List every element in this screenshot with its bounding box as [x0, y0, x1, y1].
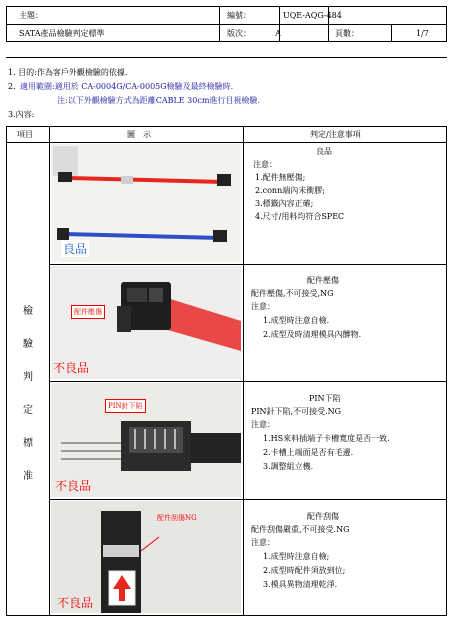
scope-number: 2.: [8, 82, 16, 91]
subject-label: 主題：: [19, 11, 43, 20]
row-label-char: 標: [23, 438, 33, 449]
note-item: 2.成型時配件須放到位;: [263, 566, 346, 575]
connector: [58, 172, 72, 182]
version-value: A: [275, 29, 281, 38]
note-line: 注:以下外觀檢驗方式為距離CABLE 30cm進行目視檢驗.: [57, 96, 260, 105]
notes-label: 注意：: [253, 160, 277, 169]
scope-line: 適用範圍:適用於 CA-0004G/CA-0005G檢驗及最終檢驗時.: [20, 82, 234, 91]
note-item: 3.調整組立機.: [263, 462, 314, 471]
connector: [213, 230, 227, 242]
good-label: 良品: [63, 242, 88, 256]
connector: [217, 174, 231, 186]
connector: [57, 228, 69, 240]
col-item-header: 項目: [17, 130, 33, 139]
col-judge-header: 判定/注意事項: [310, 130, 361, 139]
row-desc: 配件刮傷嚴重,不可接受.NG: [251, 525, 350, 534]
ng-label: 不良品: [53, 361, 90, 375]
document-title: SATA產品檢驗判定標準: [19, 29, 105, 38]
ng-label: 不良品: [57, 596, 94, 610]
code-label: 編號：: [227, 11, 251, 20]
divider: [6, 57, 447, 58]
row-label-char: 驗: [23, 339, 33, 350]
row-label-char: 判: [23, 372, 33, 383]
purpose-line: 1. 目的:作為客戶外觀檢驗的依據.: [8, 68, 128, 77]
row-title: 配件壓傷: [307, 276, 339, 285]
notes-label: 注意：: [251, 302, 275, 311]
inspection-table: [6, 126, 447, 616]
ng-label: 不良品: [55, 479, 92, 493]
row-title: PIN下陷: [309, 394, 341, 403]
version-label: 版次：: [227, 29, 251, 38]
note-item: 1.成型時注意自檢.: [263, 316, 330, 325]
row-label-char: 准: [23, 471, 33, 482]
page-value: 1/7: [416, 29, 429, 38]
row-desc: 配件壓傷,不可接受,NG: [251, 289, 334, 298]
scratch-callout: 配件刮傷NG: [157, 514, 197, 522]
crush-callout: 配件壓傷: [71, 305, 105, 319]
note-item: 4.尺寸/用料均符合SPEC: [255, 212, 345, 221]
row-label-char: 檢: [23, 306, 33, 317]
notes-label: 注意：: [251, 420, 275, 429]
note-item: 1.成型時注意自檢;: [263, 552, 330, 561]
document-header: [6, 6, 447, 42]
note-item: 2.卡槽上端面是否有毛邊.: [263, 448, 354, 457]
col-figure-header: 圖 示: [127, 130, 151, 139]
note-item: 3.模具異物清理乾淨.: [263, 580, 338, 589]
row-label-char: 定: [23, 405, 33, 416]
note-item: 3.標籤內容正確;: [255, 199, 314, 208]
page-label: 頁數：: [335, 29, 359, 38]
notes-label: 注意：: [251, 538, 275, 547]
pin-callout: PIN針下陷: [105, 399, 146, 413]
content-heading: 3.內容:: [8, 110, 35, 119]
note-item: 1.HS來料插端子卡槽寬度是否一致.: [263, 434, 390, 443]
row-title: 良品: [316, 147, 332, 156]
row-desc: PIN針下陷,不可接受.NG: [251, 407, 342, 416]
code-value: UQE-AQG-484: [283, 11, 342, 20]
note-item: 2.成型及時清理模具內髒物.: [263, 330, 362, 339]
note-item: 1.配件無壓傷;: [255, 173, 306, 182]
row-title: 配件刮傷: [307, 512, 339, 521]
note-item: 2.conn端內未衝膠;: [255, 186, 325, 195]
